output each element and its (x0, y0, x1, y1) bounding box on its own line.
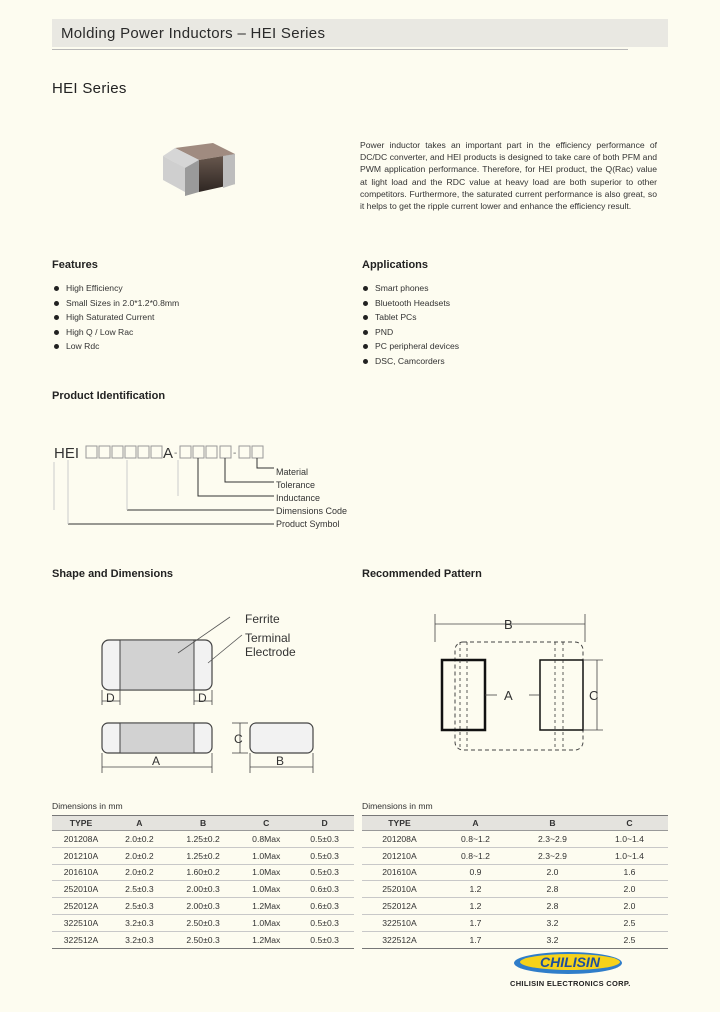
table-row (362, 898, 668, 915)
col-header: A (110, 816, 169, 831)
dim-d-left: D (106, 691, 115, 705)
table-cell: 2.00±0.3 (169, 881, 238, 898)
table-cell: 2.0±0.2 (110, 831, 169, 848)
table-cell: 201208A (362, 831, 437, 848)
title-divider (52, 49, 628, 50)
pn-box (180, 446, 191, 458)
col-header: B (169, 816, 238, 831)
table-cell: 1.0Max (237, 864, 295, 881)
table-cell: 252010A (362, 881, 437, 898)
feature-item: Low Rdc (52, 339, 179, 354)
feature-item: High Saturated Current (52, 310, 179, 325)
table-row (52, 914, 354, 931)
table-cell: 322510A (52, 914, 110, 931)
inductor-photo (155, 140, 250, 200)
table-cell: 201210A (362, 847, 437, 864)
table-cell: 2.5 (591, 931, 668, 948)
feature-item: High Efficiency (52, 281, 179, 296)
table-row (362, 914, 668, 931)
table-cell: 201210A (52, 847, 110, 864)
applications-list (361, 281, 459, 368)
table-cell: 1.25±0.2 (169, 847, 238, 864)
table-cell: 2.0±0.2 (110, 864, 169, 881)
table-header-row (52, 816, 354, 831)
col-header: A (437, 816, 514, 831)
table-cell: 201610A (362, 864, 437, 881)
table-cell: 322512A (362, 931, 437, 948)
pattern-dim-b: B (504, 617, 513, 632)
pattern-dim-c: C (589, 688, 599, 703)
title-bar (52, 19, 668, 47)
pn-dash: - (233, 448, 237, 459)
pn-box (151, 446, 162, 458)
table-cell: 2.50±0.3 (169, 914, 238, 931)
table-cell: 0.5±0.3 (295, 831, 354, 848)
table-cell: 2.3~2.9 (514, 831, 591, 848)
table-row (52, 898, 354, 915)
pn-label-dimensions-code: Dimensions Code (276, 506, 348, 516)
label-terminal: Terminal (245, 631, 291, 645)
dim-d-right: D (198, 691, 207, 705)
pn-box (138, 446, 149, 458)
page-title: Molding Power Inductors – HEI Series (61, 25, 326, 42)
table-cell: 252010A (52, 881, 110, 898)
table-row (362, 931, 668, 948)
dimensions-table (52, 815, 354, 949)
table-cell: 1.7 (437, 914, 514, 931)
pn-box (220, 446, 231, 458)
table-cell: 2.5±0.3 (110, 881, 169, 898)
pn-box (206, 446, 217, 458)
series-title: HEI Series (52, 80, 127, 97)
table-cell: 322510A (362, 914, 437, 931)
applications-heading: Applications (362, 259, 429, 271)
table-row (362, 847, 668, 864)
table-row (52, 864, 354, 881)
table-cell: 2.8 (514, 881, 591, 898)
pn-box (252, 446, 263, 458)
table-row (362, 831, 668, 848)
table-cell: 1.60±0.2 (169, 864, 238, 881)
col-header: D (295, 816, 354, 831)
application-item: PND (361, 325, 459, 340)
intro-paragraph: Power inductor takes an important part in the efficiency performance of DC/DC converter, and HEI products is designed to take care of both PFM and PWM application performance. Therefore, for HEI product, the Q(Rac) value at light load and the RDC value at heavy load are both superior to other competitors. Furthermore, the saturated current performance is also great, so it helps to get the ripple current lower and enhance the efficiency result. (360, 140, 657, 212)
table-cell: 2.0±0.2 (110, 847, 169, 864)
dim-c: C (234, 732, 243, 746)
pn-label-tolerance: Tolerance (276, 480, 316, 490)
pn-label-inductance: Inductance (276, 493, 321, 503)
pn-labels (276, 466, 347, 531)
table-cell: 3.2 (514, 914, 591, 931)
application-item: PC peripheral devices (361, 339, 459, 354)
dim-b: B (276, 754, 285, 768)
pn-box (239, 446, 250, 458)
table-cell: 2.5±0.3 (110, 898, 169, 915)
col-header: TYPE (52, 816, 110, 831)
table-cell: 0.6±0.3 (295, 898, 354, 915)
features-list (52, 281, 179, 354)
col-header: C (237, 816, 295, 831)
table-cell: 201208A (52, 831, 110, 848)
table-row (52, 931, 354, 948)
application-item: Smart phones (361, 281, 459, 296)
feature-item: High Q / Low Rac (52, 325, 179, 340)
feature-item: Small Sizes in 2.0*1.2*0.8mm (52, 296, 179, 311)
table-cell: 1.6 (591, 864, 668, 881)
chilisin-logo (510, 948, 630, 976)
pn-box (112, 446, 123, 458)
table-cell: 0.5±0.3 (295, 914, 354, 931)
table-cell: 0.5±0.3 (295, 864, 354, 881)
table-cell: 3.2±0.3 (110, 931, 169, 948)
table-row (52, 847, 354, 864)
table-cell: 2.3~2.9 (514, 847, 591, 864)
col-header: B (514, 816, 591, 831)
shape-heading: Shape and Dimensions (52, 568, 174, 580)
table-row (52, 831, 354, 848)
table-cell: 201610A (52, 864, 110, 881)
table-cell: 1.0~1.4 (591, 847, 668, 864)
table-cell: 322512A (52, 931, 110, 948)
pn-box (86, 446, 97, 458)
table-cell: 1.2Max (237, 898, 295, 915)
table-cell: 1.2Max (237, 931, 295, 948)
part-number-diagram (52, 440, 282, 535)
table-cell: 1.25±0.2 (169, 831, 238, 848)
col-header: C (591, 816, 668, 831)
table-cell: 252012A (362, 898, 437, 915)
table-cell: 0.9 (437, 864, 514, 881)
pn-box (125, 446, 136, 458)
pn-box (193, 446, 204, 458)
table-cell: 0.6±0.3 (295, 881, 354, 898)
dim-table-caption: Dimensions in mm (52, 801, 123, 811)
table-cell: 0.8Max (237, 831, 295, 848)
product-id-heading: Product Identification (52, 390, 166, 402)
table-cell: 2.50±0.3 (169, 931, 238, 948)
table-cell: 1.0~1.4 (591, 831, 668, 848)
pattern-table (362, 815, 668, 949)
table-cell: 2.8 (514, 898, 591, 915)
application-item: Tablet PCs (361, 310, 459, 325)
pattern-heading: Recommended Pattern (362, 568, 482, 580)
pattern-diagram (425, 612, 610, 762)
features-heading: Features (52, 259, 98, 271)
pn-label-product-symbol: Product Symbol (276, 519, 340, 529)
table-cell: 0.5±0.3 (295, 931, 354, 948)
pattern-dim-a: A (504, 688, 513, 703)
table-cell: 0.8~1.2 (437, 831, 514, 848)
pn-prefix: HEI (54, 445, 80, 462)
table-cell: 3.2±0.3 (110, 914, 169, 931)
pn-dash: - (174, 448, 178, 459)
application-item: DSC, Camcorders (361, 354, 459, 369)
shape-diagram (90, 605, 320, 780)
table-cell: 3.2 (514, 931, 591, 948)
table-cell: 1.2 (437, 898, 514, 915)
table-cell: 1.7 (437, 931, 514, 948)
table-cell: 0.8~1.2 (437, 847, 514, 864)
table-cell: 2.00±0.3 (169, 898, 238, 915)
table-cell: 1.0Max (237, 881, 295, 898)
logo-brand: CHILISIN (540, 954, 600, 970)
pn-box (99, 446, 110, 458)
table-cell: 1.0Max (237, 847, 295, 864)
label-electrode: Electrode (245, 645, 296, 659)
table-cell: 2.0 (591, 898, 668, 915)
col-header: TYPE (362, 816, 437, 831)
table-row (52, 881, 354, 898)
application-item: Bluetooth Headsets (361, 296, 459, 311)
table-cell: 2.0 (514, 864, 591, 881)
table-cell: 252012A (52, 898, 110, 915)
table-header-row (362, 816, 668, 831)
pn-label-material: Material (276, 467, 309, 477)
pattern-table-caption: Dimensions in mm (362, 801, 433, 811)
table-row (362, 881, 668, 898)
table-cell: 2.5 (591, 914, 668, 931)
dim-a: A (152, 754, 161, 768)
table-cell: 1.2 (437, 881, 514, 898)
table-cell: 2.0 (591, 881, 668, 898)
label-ferrite: Ferrite (245, 612, 280, 626)
table-row (362, 864, 668, 881)
pn-type-letter: A (163, 445, 174, 462)
table-cell: 1.0Max (237, 914, 295, 931)
table-cell: 0.5±0.3 (295, 847, 354, 864)
company-name: CHILISIN ELECTRONICS CORP. (510, 979, 631, 988)
